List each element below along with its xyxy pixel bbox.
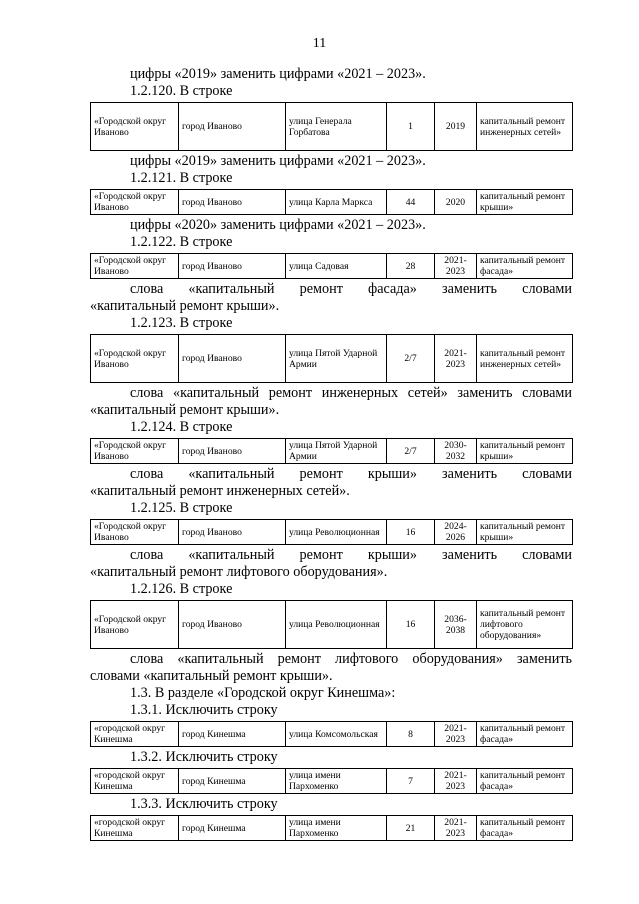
table-row (91, 816, 573, 841)
paragraph: 1.3.1. Исключить строку (130, 702, 278, 718)
house-cell: 8 (387, 722, 435, 747)
settlement-cell: город Кинешма (179, 722, 286, 747)
municipality-cell: «городской округ Кинешма (91, 816, 179, 841)
paragraph: слова «капитальный ремонт крыши» заменить словами (130, 466, 572, 482)
table-row (91, 722, 573, 747)
period-cell: 2021-2023 (435, 722, 477, 747)
table-row (91, 520, 573, 545)
paragraph: слова «капитальный ремонт крыши» заменить словами (130, 547, 572, 563)
paragraph: «капитальный ремонт инженерных сетей». (90, 483, 350, 499)
house-cell: 44 (387, 190, 435, 215)
document-body (90, 66, 572, 843)
street-cell: улица Комсомольская (286, 722, 387, 747)
period-cell: 2030-2032 (435, 439, 477, 464)
work-type-cell: капитальный ремонт крыши» (477, 520, 573, 545)
work-type-cell: капитальный ремонт крыши» (477, 190, 573, 215)
house-cell: 28 (387, 254, 435, 279)
paragraph: 1.3. В разделе «Городской округ Кинешма»: (130, 685, 396, 701)
table-row (91, 335, 573, 383)
work-type-cell: капитальный ремонт фасада» (477, 769, 573, 794)
street-cell: улица имени Пархоменко (286, 816, 387, 841)
table-row (91, 769, 573, 794)
period-cell: 2021-2023 (435, 254, 477, 279)
paragraph: словами «капитальный ремонт крыши». (90, 668, 333, 684)
period-cell: 2021-2023 (435, 335, 477, 383)
amendment-table (90, 721, 573, 747)
page-number: 11 (312, 36, 327, 51)
paragraph: «капитальный ремонт крыши». (90, 402, 280, 418)
settlement-cell: город Иваново (179, 254, 286, 279)
paragraph: 1.3.2. Исключить строку (130, 749, 278, 765)
amendment-table (90, 600, 573, 649)
street-cell: улица Карла Маркса (286, 190, 387, 215)
amendment-table (90, 334, 573, 383)
table-row (91, 190, 573, 215)
work-type-cell: капитальный ремонт лифтового оборудования» (477, 601, 573, 649)
amendment-table (90, 519, 573, 545)
street-cell: улица Пятой Ударной Армии (286, 439, 387, 464)
paragraph: цифры «2019» заменить цифрами «2021 – 2023». (130, 66, 426, 82)
work-type-cell: капитальный ремонт инженерных сетей» (477, 335, 573, 383)
house-cell: 16 (387, 520, 435, 545)
work-type-cell: капитальный ремонт крыши» (477, 439, 573, 464)
period-cell: 2020 (435, 190, 477, 215)
work-type-cell: капитальный ремонт фасада» (477, 254, 573, 279)
work-type-cell: капитальный ремонт инженерных сетей» (477, 103, 573, 151)
paragraph: слова «капитальный ремонт фасада» заменить словами (130, 281, 572, 297)
table-row (91, 254, 573, 279)
municipality-cell: «Городской округ Иваново (91, 335, 179, 383)
municipality-cell: «городской округ Кинешма (91, 769, 179, 794)
street-cell: улица Садовая (286, 254, 387, 279)
street-cell: улица Революционная (286, 601, 387, 649)
work-type-cell: капитальный ремонт фасада» (477, 722, 573, 747)
paragraph: 1.2.121. В строке (130, 170, 233, 186)
paragraph: слова «капитальный ремонт лифтового оборудования» заменить (130, 651, 572, 667)
period-cell: 2021-2023 (435, 769, 477, 794)
work-type-cell: капитальный ремонт фасада» (477, 816, 573, 841)
street-cell: улица имени Пархоменко (286, 769, 387, 794)
paragraph: 1.2.126. В строке (130, 581, 233, 597)
settlement-cell: город Иваново (179, 601, 286, 649)
amendment-table (90, 438, 573, 464)
period-cell: 2019 (435, 103, 477, 151)
paragraph: 1.2.120. В строке (130, 83, 233, 99)
period-cell: 2024-2026 (435, 520, 477, 545)
paragraph: слова «капитальный ремонт инженерных сетей» заменить словами (130, 385, 572, 401)
house-cell: 21 (387, 816, 435, 841)
street-cell: улица Революционная (286, 520, 387, 545)
amendment-table (90, 815, 573, 841)
paragraph: 1.2.125. В строке (130, 500, 233, 516)
settlement-cell: город Иваново (179, 190, 286, 215)
table-row (91, 601, 573, 649)
amendment-table (90, 768, 573, 794)
settlement-cell: город Иваново (179, 439, 286, 464)
paragraph: «капитальный ремонт лифтового оборудования». (90, 564, 388, 580)
amendment-table (90, 102, 573, 151)
period-cell: 2036-2038 (435, 601, 477, 649)
municipality-cell: «Городской округ Иваново (91, 520, 179, 545)
house-cell: 2/7 (387, 439, 435, 464)
street-cell: улица Генерала Горбатова (286, 103, 387, 151)
house-cell: 16 (387, 601, 435, 649)
municipality-cell: «Городской округ Иваново (91, 103, 179, 151)
paragraph: цифры «2019» заменить цифрами «2021 – 2023». (130, 153, 426, 169)
municipality-cell: «Городской округ Иваново (91, 601, 179, 649)
paragraph: 1.2.123. В строке (130, 315, 233, 331)
amendment-table (90, 189, 573, 215)
amendment-table (90, 253, 573, 279)
settlement-cell: город Иваново (179, 103, 286, 151)
settlement-cell: город Кинешма (179, 816, 286, 841)
settlement-cell: город Иваново (179, 335, 286, 383)
table-row (91, 103, 573, 151)
municipality-cell: «Городской округ Иваново (91, 439, 179, 464)
house-cell: 1 (387, 103, 435, 151)
house-cell: 2/7 (387, 335, 435, 383)
municipality-cell: «городской округ Кинешма (91, 722, 179, 747)
municipality-cell: «Городской округ Иваново (91, 254, 179, 279)
table-row (91, 439, 573, 464)
municipality-cell: «Городской округ Иваново (91, 190, 179, 215)
paragraph: 1.2.124. В строке (130, 419, 233, 435)
paragraph: 1.3.3. Исключить строку (130, 796, 278, 812)
paragraph: «капитальный ремонт крыши». (90, 298, 280, 314)
settlement-cell: город Иваново (179, 520, 286, 545)
street-cell: улица Пятой Ударной Армии (286, 335, 387, 383)
period-cell: 2021-2023 (435, 816, 477, 841)
house-cell: 7 (387, 769, 435, 794)
paragraph: 1.2.122. В строке (130, 234, 233, 250)
paragraph: цифры «2020» заменить цифрами «2021 – 2023». (130, 217, 426, 233)
settlement-cell: город Кинешма (179, 769, 286, 794)
